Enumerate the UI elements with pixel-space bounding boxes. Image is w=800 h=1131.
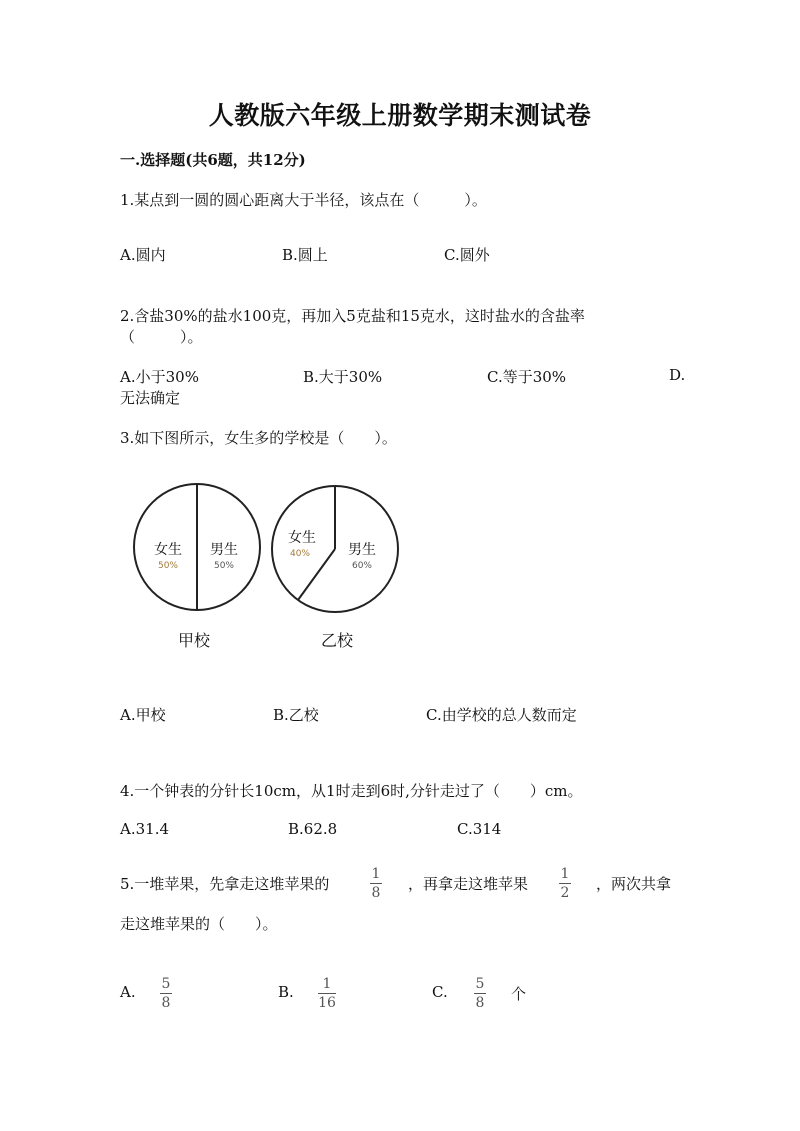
question-4-text: 4.一个钟表的分针长10cm，从1时走到6时,分针走过了（ ）cm。 xyxy=(120,782,583,800)
q5-option-a-fraction xyxy=(160,976,172,1011)
school-a-pie xyxy=(134,484,260,650)
q2-option-c[interactable]: C.等于30% xyxy=(487,368,567,386)
q3-option-a[interactable]: A.甲校 xyxy=(120,706,166,724)
question-5-part2: ，再拿走这堆苹果 xyxy=(408,875,529,893)
school-b-name: 乙校 xyxy=(320,631,354,650)
question-5-part1: 5.一堆苹果，先拿走这堆苹果的 xyxy=(120,875,330,893)
pie-chart-figure xyxy=(120,480,420,660)
school-b-boys-label: 男生 xyxy=(348,542,376,558)
q5-fraction-1 xyxy=(370,866,382,901)
q5-option-b-fraction xyxy=(318,976,336,1011)
school-a-name: 甲校 xyxy=(177,631,211,650)
school-a-boys-label: 男生 xyxy=(210,542,238,558)
q1-option-b[interactable]: B.圆上 xyxy=(282,246,328,264)
q4-option-a[interactable]: A.31.4 xyxy=(120,820,169,838)
q4-option-c[interactable]: C.314 xyxy=(457,820,502,838)
q2-option-a[interactable]: A.小于30% xyxy=(120,368,199,386)
q5-fraction-2-den: 2 xyxy=(560,885,570,901)
q4-option-b[interactable]: B.62.8 xyxy=(288,820,338,838)
q5-fraction-2 xyxy=(559,866,571,901)
q5-fraction-1-num: 1 xyxy=(371,866,381,882)
q5-fraction-2-num: 1 xyxy=(560,866,570,882)
q5-option-a[interactable]: A. xyxy=(120,983,136,1001)
section-heading: 一.选择题(共6题，共12分) xyxy=(120,151,306,169)
q5-option-b-den: 16 xyxy=(318,995,336,1011)
q5-option-a-den: 8 xyxy=(161,995,171,1011)
q5-option-c-fraction xyxy=(474,976,486,1011)
q1-option-c[interactable]: C.圆外 xyxy=(444,246,490,264)
question-2-line1: 2.含盐30%的盐水100克，再加入5克盐和15克水，这时盐水的含盐率 xyxy=(120,307,585,325)
question-5-part3: ，两次共拿 xyxy=(596,875,672,893)
school-b-girls-pct: 40% xyxy=(289,549,311,559)
q5-option-c-unit: 个 xyxy=(511,985,527,1003)
q2-option-d-text: 无法确定 xyxy=(120,389,181,407)
question-2-line2: （ ）。 xyxy=(120,328,203,346)
question-3-text: 3.如下图所示，女生多的学校是（ ）。 xyxy=(120,429,397,447)
q5-option-c-num: 5 xyxy=(475,976,485,992)
q2-option-b[interactable]: B.大于30% xyxy=(303,368,383,386)
page-title: 人教版六年级上册数学期末测试卷 xyxy=(208,101,592,130)
school-a-girls-label: 女生 xyxy=(154,542,182,558)
q5-option-c[interactable]: C. xyxy=(432,983,448,1001)
school-b-girls-label: 女生 xyxy=(288,530,316,546)
q5-option-b[interactable]: B. xyxy=(278,983,294,1001)
q3-option-c[interactable]: C.由学校的总人数而定 xyxy=(426,706,577,724)
question-5-line2: 走这堆苹果的（ ）。 xyxy=(120,915,278,933)
school-b-pie xyxy=(272,486,398,650)
q5-option-b-num: 1 xyxy=(322,976,332,992)
q1-option-a[interactable]: A.圆内 xyxy=(120,246,166,264)
q5-option-c-den: 8 xyxy=(475,995,485,1011)
school-a-boys-pct: 50% xyxy=(213,561,235,571)
q5-fraction-1-den: 8 xyxy=(371,885,381,901)
q2-option-d[interactable]: D. xyxy=(669,366,686,384)
school-b-boys-pct: 60% xyxy=(351,561,373,571)
q3-option-b[interactable]: B.乙校 xyxy=(273,706,319,724)
question-1-text: 1.某点到一圆的圆心距离大于半径，该点在（ ）。 xyxy=(120,191,487,209)
school-a-girls-pct: 50% xyxy=(157,561,179,571)
q5-option-a-num: 5 xyxy=(161,976,171,992)
